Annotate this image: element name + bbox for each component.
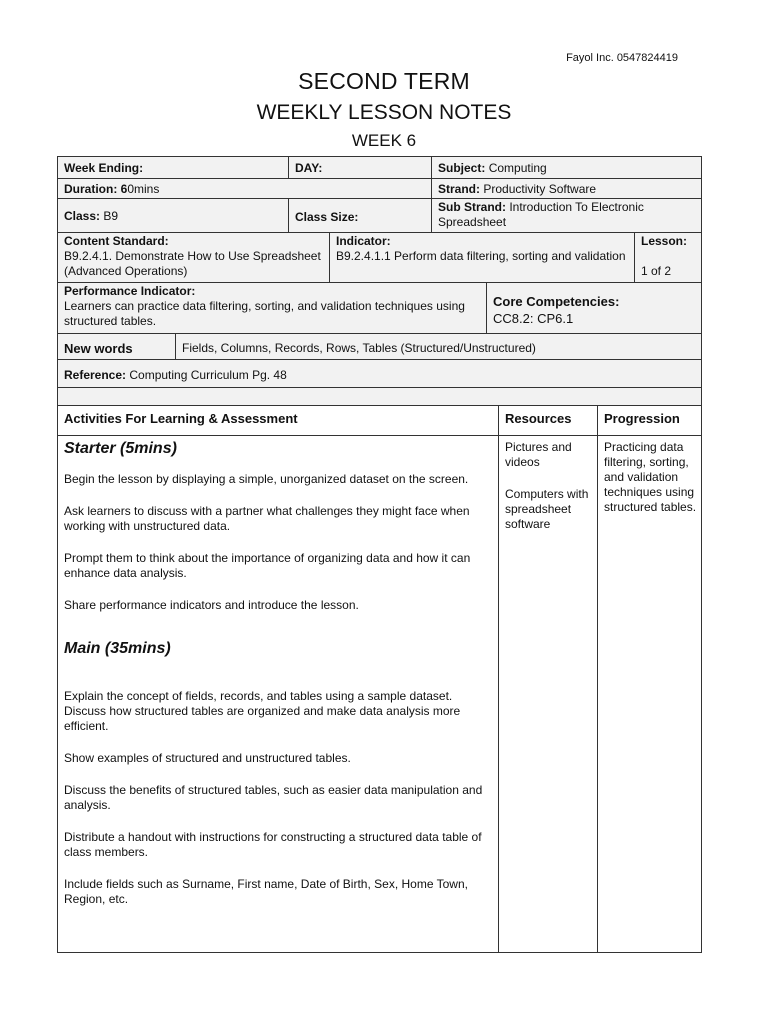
progression-column-header: Progression	[604, 411, 680, 426]
main-paragraph: Show examples of structured and unstructured tables.	[64, 751, 351, 765]
main-paragraph: Explain the concept of fields, records, and tables using a sample dataset. Discuss how structured tables are organized and make data analysis more efficient.	[64, 689, 461, 733]
activities-column-header: Activities For Learning & Assessment	[64, 411, 298, 426]
activities-content	[58, 436, 498, 927]
starter-paragraph: Ask learners to discuss with a partner what challenges they might face when working with unstructured data.	[64, 504, 470, 533]
main-paragraph: Discuss the benefits of structured tables, such as easier data manipulation and analysis.	[64, 783, 483, 812]
new-words-label: New words	[64, 341, 133, 356]
content-standard-field: Content Standard: B9.2.4.1. Demonstrate How to Use Spreadsheet (Advanced Operations)	[64, 234, 321, 278]
week-ending-label: Week Ending:	[64, 161, 144, 175]
starter-paragraph: Begin the lesson by displaying a simple, unorganized dataset on the screen.	[64, 472, 469, 486]
week-title: WEEK 6	[351, 131, 417, 150]
starter-heading: Starter (5mins)	[64, 440, 177, 457]
indicator-field: Indicator: B9.2.4.1.1 Perform data filtering, sorting and validation	[336, 234, 626, 263]
lesson-field: Lesson: 1 of 2	[641, 234, 688, 278]
main-paragraph: Distribute a handout with instructions for constructing a structured data table of class members.	[64, 830, 482, 859]
activities-table	[57, 405, 702, 953]
sub-strand-field: Sub Strand: Introduction To Electronic Spreadsheet	[438, 200, 644, 229]
class-field: Class: B9	[64, 209, 119, 223]
starter-paragraph: Share performance indicators and introduce the lesson.	[64, 598, 359, 612]
main-heading: Main (35mins)	[64, 640, 171, 657]
performance-indicator-field: Performance Indicator: Learners can practice data filtering, sorting, and validation techniques using structured tables.	[64, 284, 465, 328]
resource-item: Computers with spreadsheet software	[505, 487, 589, 531]
subject-field: Subject: Computing	[438, 161, 547, 175]
starter-paragraph: Prompt them to think about the importance of organizing data and how it can enhance data analysis.	[64, 551, 471, 580]
strand-field: Strand: Productivity Software	[438, 182, 597, 196]
progression-content: Practicing data filtering, sorting, and validation techniques using structured tables.	[604, 440, 697, 514]
core-competencies-field: Core Competencies: CC8.2: CP6.1	[493, 294, 620, 326]
resources-content	[499, 437, 597, 552]
resource-item: Pictures and videos	[505, 440, 572, 469]
contact-line: Fayol Inc. 0547824419	[566, 52, 678, 64]
day-label: DAY:	[295, 161, 323, 175]
new-words-value: Fields, Columns, Records, Rows, Tables (Structured/Unstructured)	[182, 341, 536, 355]
duration-field: Duration: 60mins	[64, 182, 160, 196]
resources-column-header: Resources	[505, 411, 572, 426]
class-size-label: Class Size:	[295, 210, 359, 224]
term-title: SECOND TERM	[298, 68, 470, 94]
notes-title: WEEKLY LESSON NOTES	[256, 101, 512, 124]
reference-field: Reference: Computing Curriculum Pg. 48	[64, 368, 287, 382]
lesson-info-table	[57, 156, 702, 406]
main-paragraph: Include fields such as Surname, First name, Date of Birth, Sex, Home Town, Region, etc.	[64, 877, 468, 906]
